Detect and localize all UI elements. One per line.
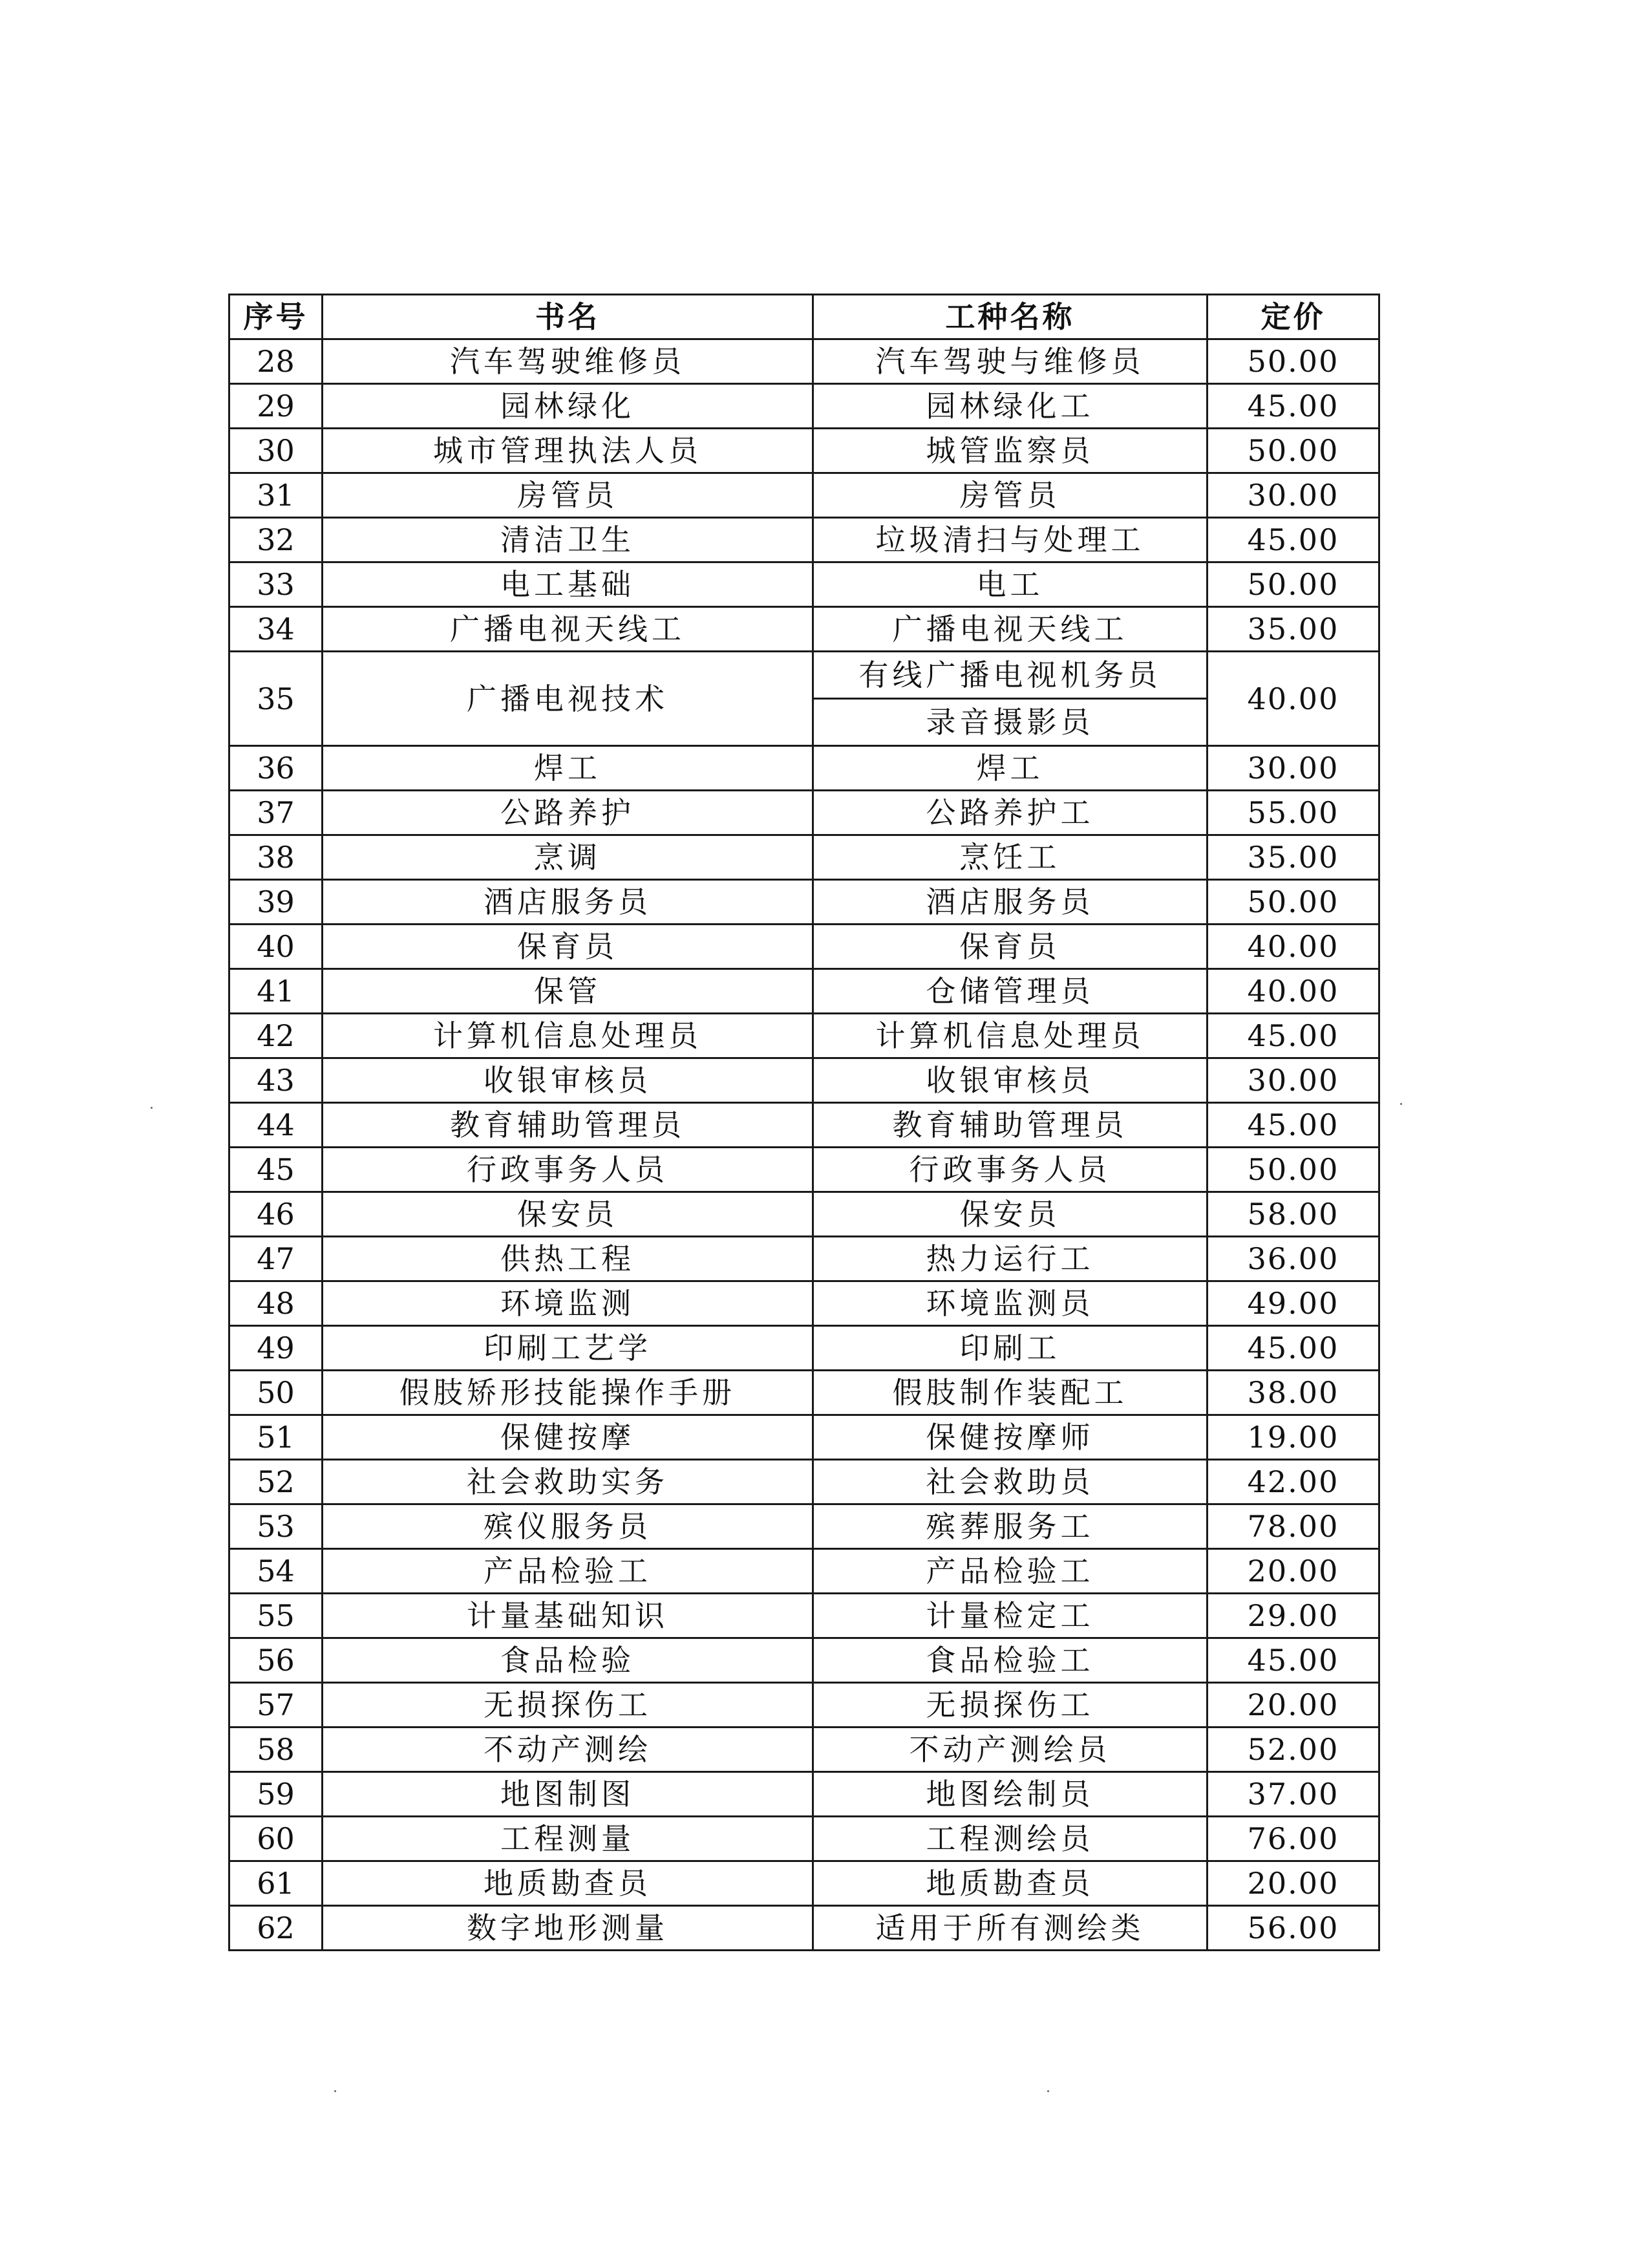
table-row — [229, 1906, 1379, 1951]
cell-job-name: 有线广播电视机务员 — [813, 652, 1207, 699]
header-serial-number: 序号 — [229, 295, 323, 339]
cell-job-name: 城管监察员 — [813, 429, 1207, 473]
header-price: 定价 — [1207, 295, 1379, 339]
table-row — [229, 1460, 1379, 1504]
cell-book-title: 公路养护 — [323, 791, 813, 835]
cell-book-title: 计算机信息处理员 — [323, 1014, 813, 1058]
cell-book-title: 地图制图 — [323, 1772, 813, 1817]
cell-job-name: 产品检验工 — [813, 1549, 1207, 1594]
cell-job-name: 仓储管理员 — [813, 969, 1207, 1014]
cell-job-name: 园林绿化工 — [813, 384, 1207, 429]
scan-speck — [151, 1107, 153, 1109]
cell-price: 56.00 — [1207, 1906, 1379, 1951]
cell-serial-number: 50 — [229, 1371, 323, 1415]
table-row — [229, 562, 1379, 607]
header-book-title: 书名 — [323, 295, 813, 339]
scan-speck — [1400, 1103, 1402, 1105]
cell-book-title: 社会救助实务 — [323, 1460, 813, 1504]
cell-price: 45.00 — [1207, 1638, 1379, 1683]
table-row — [229, 925, 1379, 969]
table-row — [229, 880, 1379, 925]
cell-book-title: 不动产测绘 — [323, 1728, 813, 1772]
cell-book-title: 环境监测 — [323, 1281, 813, 1326]
cell-job-name: 公路养护工 — [813, 791, 1207, 835]
table-row — [229, 1728, 1379, 1772]
cell-book-title: 保健按摩 — [323, 1415, 813, 1460]
cell-book-title: 焊工 — [323, 746, 813, 791]
header-job-name: 工种名称 — [813, 295, 1207, 339]
cell-price: 50.00 — [1207, 429, 1379, 473]
cell-price: 45.00 — [1207, 384, 1379, 429]
cell-serial-number: 32 — [229, 518, 323, 562]
cell-serial-number: 60 — [229, 1817, 323, 1861]
cell-job-name: 教育辅助管理员 — [813, 1103, 1207, 1148]
cell-job-name: 汽车驾驶与维修员 — [813, 339, 1207, 384]
cell-price: 58.00 — [1207, 1192, 1379, 1237]
cell-price: 40.00 — [1207, 925, 1379, 969]
cell-price: 30.00 — [1207, 473, 1379, 518]
cell-serial-number: 38 — [229, 835, 323, 880]
cell-job-name: 地质勘查员 — [813, 1861, 1207, 1906]
cell-serial-number: 55 — [229, 1594, 323, 1638]
cell-price: 45.00 — [1207, 1014, 1379, 1058]
cell-serial-number: 36 — [229, 746, 323, 791]
cell-price: 76.00 — [1207, 1817, 1379, 1861]
cell-job-name: 保育员 — [813, 925, 1207, 969]
cell-price: 52.00 — [1207, 1728, 1379, 1772]
cell-serial-number: 48 — [229, 1281, 323, 1326]
cell-book-title: 行政事务人员 — [323, 1148, 813, 1192]
cell-price: 37.00 — [1207, 1772, 1379, 1817]
cell-price: 38.00 — [1207, 1371, 1379, 1415]
cell-job-name: 食品检验工 — [813, 1638, 1207, 1683]
table-row — [229, 1326, 1379, 1371]
cell-book-title: 工程测量 — [323, 1817, 813, 1861]
cell-serial-number: 45 — [229, 1148, 323, 1192]
table-row — [229, 1594, 1379, 1638]
cell-serial-number: 28 — [229, 339, 323, 384]
cell-book-title: 供热工程 — [323, 1237, 813, 1281]
cell-job-name: 录音摄影员 — [813, 699, 1207, 746]
cell-job-name: 无损探伤工 — [813, 1683, 1207, 1728]
cell-job-name: 印刷工 — [813, 1326, 1207, 1371]
cell-serial-number: 37 — [229, 791, 323, 835]
cell-price: 50.00 — [1207, 880, 1379, 925]
table-header — [229, 295, 1379, 339]
table-row — [229, 1817, 1379, 1861]
table-row — [229, 1058, 1379, 1103]
cell-serial-number: 31 — [229, 473, 323, 518]
cell-serial-number: 58 — [229, 1728, 323, 1772]
cell-serial-number: 52 — [229, 1460, 323, 1504]
table-body — [229, 339, 1379, 1951]
cell-book-title: 印刷工艺学 — [323, 1326, 813, 1371]
cell-book-title: 烹调 — [323, 835, 813, 880]
cell-price: 40.00 — [1207, 652, 1379, 746]
cell-price: 20.00 — [1207, 1861, 1379, 1906]
cell-serial-number: 59 — [229, 1772, 323, 1817]
cell-job-name: 电工 — [813, 562, 1207, 607]
cell-price: 45.00 — [1207, 518, 1379, 562]
cell-price: 45.00 — [1207, 1326, 1379, 1371]
table-row — [229, 1281, 1379, 1326]
cell-book-title: 收银审核员 — [323, 1058, 813, 1103]
cell-book-title: 房管员 — [323, 473, 813, 518]
cell-book-title: 清洁卫生 — [323, 518, 813, 562]
table-row — [229, 1371, 1379, 1415]
cell-serial-number: 61 — [229, 1861, 323, 1906]
cell-serial-number: 30 — [229, 429, 323, 473]
table-row — [229, 607, 1379, 652]
cell-book-title: 假肢矫形技能操作手册 — [323, 1371, 813, 1415]
table-row — [229, 1103, 1379, 1148]
scan-speck — [334, 2090, 336, 2092]
cell-price: 55.00 — [1207, 791, 1379, 835]
cell-price: 78.00 — [1207, 1504, 1379, 1549]
table-row — [229, 1861, 1379, 1906]
cell-book-title: 广播电视技术 — [323, 652, 813, 746]
cell-serial-number: 39 — [229, 880, 323, 925]
cell-book-title: 无损探伤工 — [323, 1683, 813, 1728]
table-row — [229, 1549, 1379, 1594]
table-row — [229, 1014, 1379, 1058]
table-row — [229, 969, 1379, 1014]
cell-serial-number: 34 — [229, 607, 323, 652]
table-row — [229, 746, 1379, 791]
cell-book-title: 保管 — [323, 969, 813, 1014]
cell-serial-number: 62 — [229, 1906, 323, 1951]
book-price-table — [228, 294, 1380, 1951]
cell-job-name: 保健按摩师 — [813, 1415, 1207, 1460]
cell-price: 49.00 — [1207, 1281, 1379, 1326]
cell-job-name: 环境监测员 — [813, 1281, 1207, 1326]
cell-job-name: 社会救助员 — [813, 1460, 1207, 1504]
cell-price: 35.00 — [1207, 607, 1379, 652]
cell-job-name: 垃圾清扫与处理工 — [813, 518, 1207, 562]
cell-price: 29.00 — [1207, 1594, 1379, 1638]
cell-price: 20.00 — [1207, 1683, 1379, 1728]
table-row — [229, 1638, 1379, 1683]
cell-price: 35.00 — [1207, 835, 1379, 880]
cell-job-name: 适用于所有测绘类 — [813, 1906, 1207, 1951]
cell-job-name: 地图绘制员 — [813, 1772, 1207, 1817]
cell-job-name: 计算机信息处理员 — [813, 1014, 1207, 1058]
cell-price: 50.00 — [1207, 1148, 1379, 1192]
cell-job-name: 行政事务人员 — [813, 1148, 1207, 1192]
cell-price: 19.00 — [1207, 1415, 1379, 1460]
cell-price: 40.00 — [1207, 969, 1379, 1014]
cell-book-title: 城市管理执法人员 — [323, 429, 813, 473]
cell-price: 50.00 — [1207, 562, 1379, 607]
cell-price: 36.00 — [1207, 1237, 1379, 1281]
cell-serial-number: 46 — [229, 1192, 323, 1237]
cell-job-name: 酒店服务员 — [813, 880, 1207, 925]
table-row — [229, 384, 1379, 429]
cell-book-title: 地质勘查员 — [323, 1861, 813, 1906]
table-row — [229, 1237, 1379, 1281]
table-row — [229, 518, 1379, 562]
cell-book-title: 汽车驾驶维修员 — [323, 339, 813, 384]
cell-book-title: 产品检验工 — [323, 1549, 813, 1594]
cell-job-name: 广播电视天线工 — [813, 607, 1207, 652]
cell-job-name: 不动产测绘员 — [813, 1728, 1207, 1772]
cell-price: 30.00 — [1207, 1058, 1379, 1103]
cell-serial-number: 53 — [229, 1504, 323, 1549]
cell-price: 45.00 — [1207, 1103, 1379, 1148]
table-row — [229, 1148, 1379, 1192]
cell-book-title: 殡仪服务员 — [323, 1504, 813, 1549]
table-row — [229, 835, 1379, 880]
cell-serial-number: 33 — [229, 562, 323, 607]
cell-job-name: 计量检定工 — [813, 1594, 1207, 1638]
table-row — [229, 1415, 1379, 1460]
cell-serial-number: 54 — [229, 1549, 323, 1594]
cell-serial-number: 51 — [229, 1415, 323, 1460]
table-row — [229, 1504, 1379, 1549]
cell-job-name: 保安员 — [813, 1192, 1207, 1237]
cell-serial-number: 49 — [229, 1326, 323, 1371]
table-row — [229, 339, 1379, 384]
cell-serial-number: 29 — [229, 384, 323, 429]
cell-job-name: 殡葬服务工 — [813, 1504, 1207, 1549]
cell-serial-number: 42 — [229, 1014, 323, 1058]
cell-job-name: 热力运行工 — [813, 1237, 1207, 1281]
scan-speck — [1047, 2090, 1049, 2092]
cell-serial-number: 40 — [229, 925, 323, 969]
cell-book-title: 保育员 — [323, 925, 813, 969]
table-row — [229, 1683, 1379, 1728]
cell-serial-number: 43 — [229, 1058, 323, 1103]
cell-book-title: 食品检验 — [323, 1638, 813, 1683]
cell-serial-number: 41 — [229, 969, 323, 1014]
cell-price: 50.00 — [1207, 339, 1379, 384]
cell-price: 30.00 — [1207, 746, 1379, 791]
table-row — [229, 1192, 1379, 1237]
cell-serial-number: 35 — [229, 652, 323, 746]
table-row — [229, 473, 1379, 518]
header-row — [229, 295, 1379, 339]
cell-serial-number: 56 — [229, 1638, 323, 1683]
cell-job-name: 焊工 — [813, 746, 1207, 791]
cell-book-title: 酒店服务员 — [323, 880, 813, 925]
cell-job-name: 假肢制作装配工 — [813, 1371, 1207, 1415]
cell-job-name: 烹饪工 — [813, 835, 1207, 880]
cell-job-name: 工程测绘员 — [813, 1817, 1207, 1861]
table-row — [229, 1772, 1379, 1817]
table-row — [229, 652, 1379, 699]
table-row — [229, 791, 1379, 835]
cell-job-name: 房管员 — [813, 473, 1207, 518]
cell-book-title: 广播电视天线工 — [323, 607, 813, 652]
cell-price: 20.00 — [1207, 1549, 1379, 1594]
cell-serial-number: 44 — [229, 1103, 323, 1148]
cell-serial-number: 57 — [229, 1683, 323, 1728]
cell-book-title: 数字地形测量 — [323, 1906, 813, 1951]
table-row — [229, 429, 1379, 473]
cell-price: 42.00 — [1207, 1460, 1379, 1504]
cell-book-title: 电工基础 — [323, 562, 813, 607]
cell-book-title: 教育辅助管理员 — [323, 1103, 813, 1148]
cell-book-title: 园林绿化 — [323, 384, 813, 429]
cell-book-title: 保安员 — [323, 1192, 813, 1237]
cell-job-name: 收银审核员 — [813, 1058, 1207, 1103]
cell-book-title: 计量基础知识 — [323, 1594, 813, 1638]
cell-serial-number: 47 — [229, 1237, 323, 1281]
